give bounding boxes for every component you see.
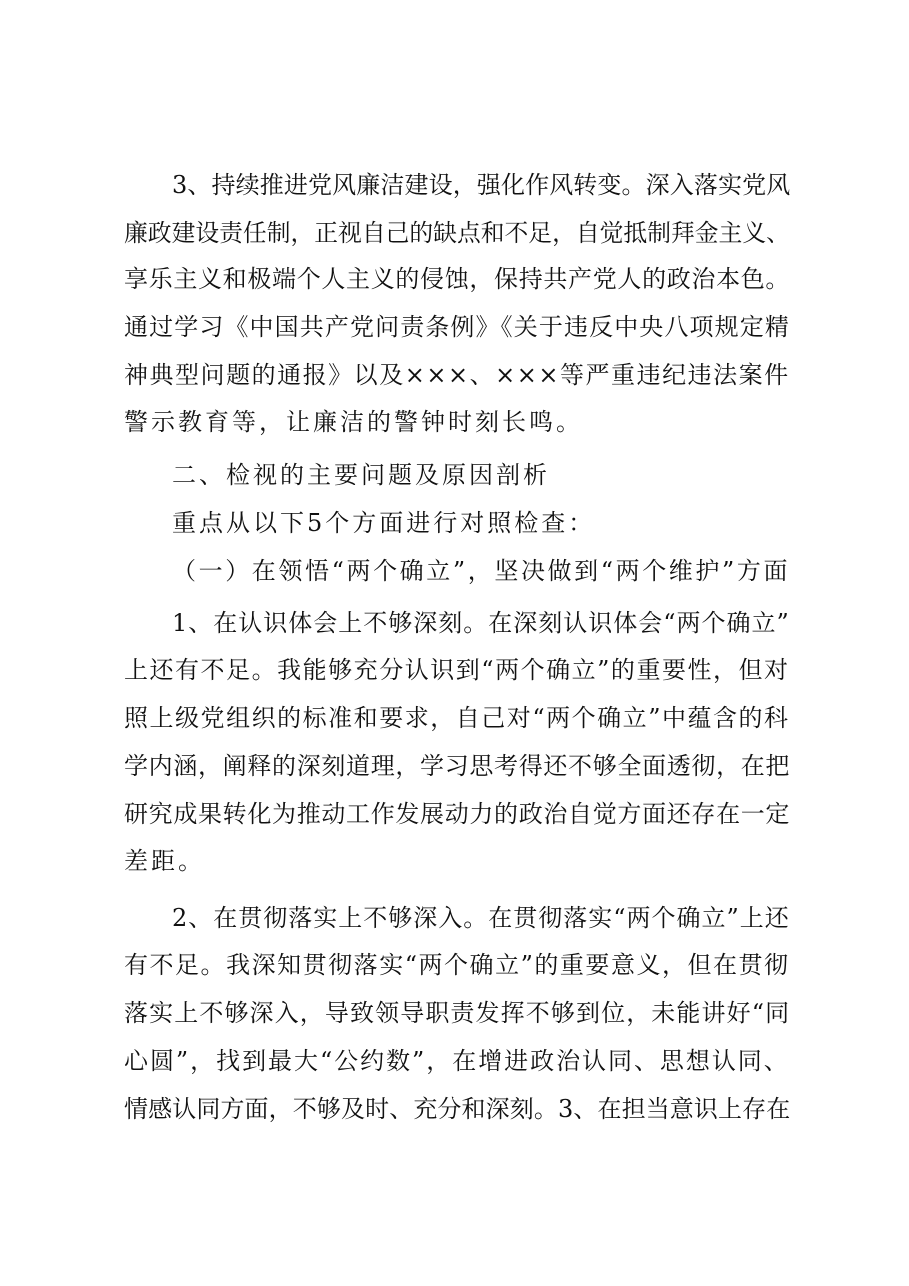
text-line: 2、在贯彻落实上不够深入。在贯彻落实“两个确立”上还 <box>172 904 790 932</box>
text-line: 上还有不足。我能够充分认识到“两个确立”的重要性，但对 <box>124 656 790 684</box>
subsection-heading: （一）在领悟“两个确立”，坚决做到“两个维护”方面 <box>172 557 791 585</box>
text-line: 警示教育等，让廉洁的警钟时刻长鸣。 <box>124 408 583 436</box>
text-line: 差距。 <box>124 847 205 875</box>
text-line: 学内涵，阐释的深刻道理，学习思考得还不够全面透彻，在把 <box>124 752 791 780</box>
text-line: 照上级党组织的标准和要求，自己对“两个确立”中蕴含的科 <box>124 704 790 732</box>
text-line: 研究成果转化为推动工作发展动力的政治自觉方面还存在一定 <box>124 800 791 828</box>
text-line: 享乐主义和极端个人主义的侵蚀，保持共产党人的政治本色。 <box>124 265 791 293</box>
text-line: 廉政建设责任制，正视自己的缺点和不足，自觉抵制拜金主义、 <box>124 219 790 247</box>
text-line: 落实上不够深入，导致领导职责发挥不够到位，未能讲好“同 <box>124 999 791 1027</box>
text-line: 有不足。我深知贯彻落实“两个确立”的重要意义，但在贯彻 <box>124 951 790 979</box>
text-line: 3、持续推进党风廉洁建设，强化作风转变。深入落实党风 <box>172 171 791 199</box>
text-line: 1、在认识体会上不够深刻。在深刻认识体会“两个确立” <box>172 609 790 637</box>
text-line: 神典型问题的通报》以及×××、×××等严重违纪违法案件 <box>124 361 790 389</box>
text-line: 通过学习《中国共产党问责条例》《关于违反中央八项规定精 <box>124 313 790 341</box>
text-line: 情感认同方面，不够及时、充分和深刻。3、在担当意识上存在 <box>124 1095 791 1123</box>
text-line: 心圆”，找到最大“公约数”，在增进政治认同、思想认同、 <box>124 1047 790 1075</box>
section-heading: 二、检视的主要问题及原因剖析 <box>172 461 550 489</box>
text-line: 重点从以下5个方面进行对照检查： <box>172 509 596 537</box>
